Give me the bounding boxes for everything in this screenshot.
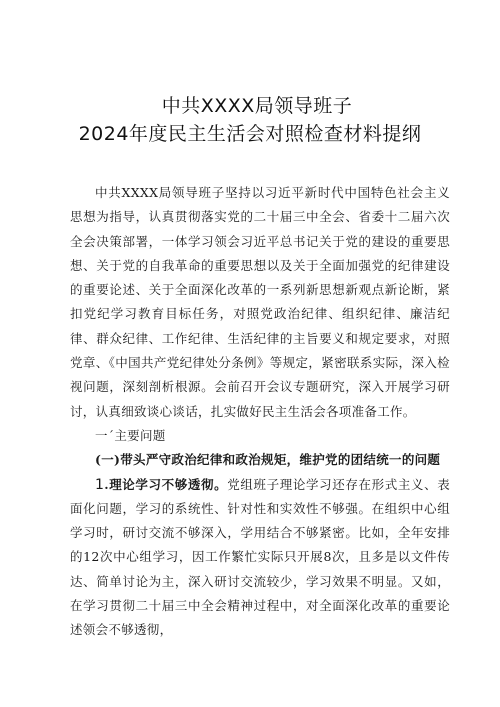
title-line-2: 2024年度民主生活会对照检查材料提纲 <box>78 123 422 145</box>
intro-paragraph: 中共XXXX局领导班子坚持以习近平新时代中国特色社会主义思想为指导，认真贯彻落实党的二十届三中全会、省委十二届六次全会决策部署，一体学习领会习近平总书记关于党的建设的重要思想、关于党的自我革命的重要思想以及关于全面加强党的纪律建设的重要论述、关于全面深化改革的一系列新思想新观点新论断，紧扣党纪学习教育目标任务，对照党政治纪律、组织纪律、廉洁纪律、群众纪律、工作纪律、生活纪律的主旨要义和规定要求，对照党章、《中国共产党纪律处分条例》等规定，紧密联系实际，深入检视问题，深刻剖析根源。会前召开会议专题研究，深入开展学习研讨，认真细致谈心谈话，扎实做好民主生活会各项准备工作。 <box>70 185 450 419</box>
subsection-heading-political-discipline: (一)带头严守政治纪律和政治规矩，维护党的团结统一的问题 <box>95 452 441 468</box>
section-heading-main-issues: 一ˊ主要问题 <box>95 427 166 443</box>
document-title <box>0 92 500 148</box>
item-number: 1 <box>95 476 105 493</box>
item-paragraph-1 <box>70 473 450 643</box>
item-body: 党组班子理论学习还存在形式主义、表面化问题，学习的系统性、针对性和实效性不够强。在组织中心组学习时，研讨交流不够深入，学用结合不够紧密。比如，全年安排的12次中心组学习，因工作繁忙实际只开展8次，且多是以文件传达、简单讨论为主，深入研讨交流较少，学习效果不明显。又如，在学习贯彻二十届三中全会精神过程中，对全面深化改革的重要论述领会不够透彻， <box>70 476 450 638</box>
document-body <box>70 181 450 643</box>
title-line-1: 中共XXXX局领导班子 <box>161 95 353 117</box>
item-heading: .理论学习不够透彻。 <box>104 476 228 492</box>
